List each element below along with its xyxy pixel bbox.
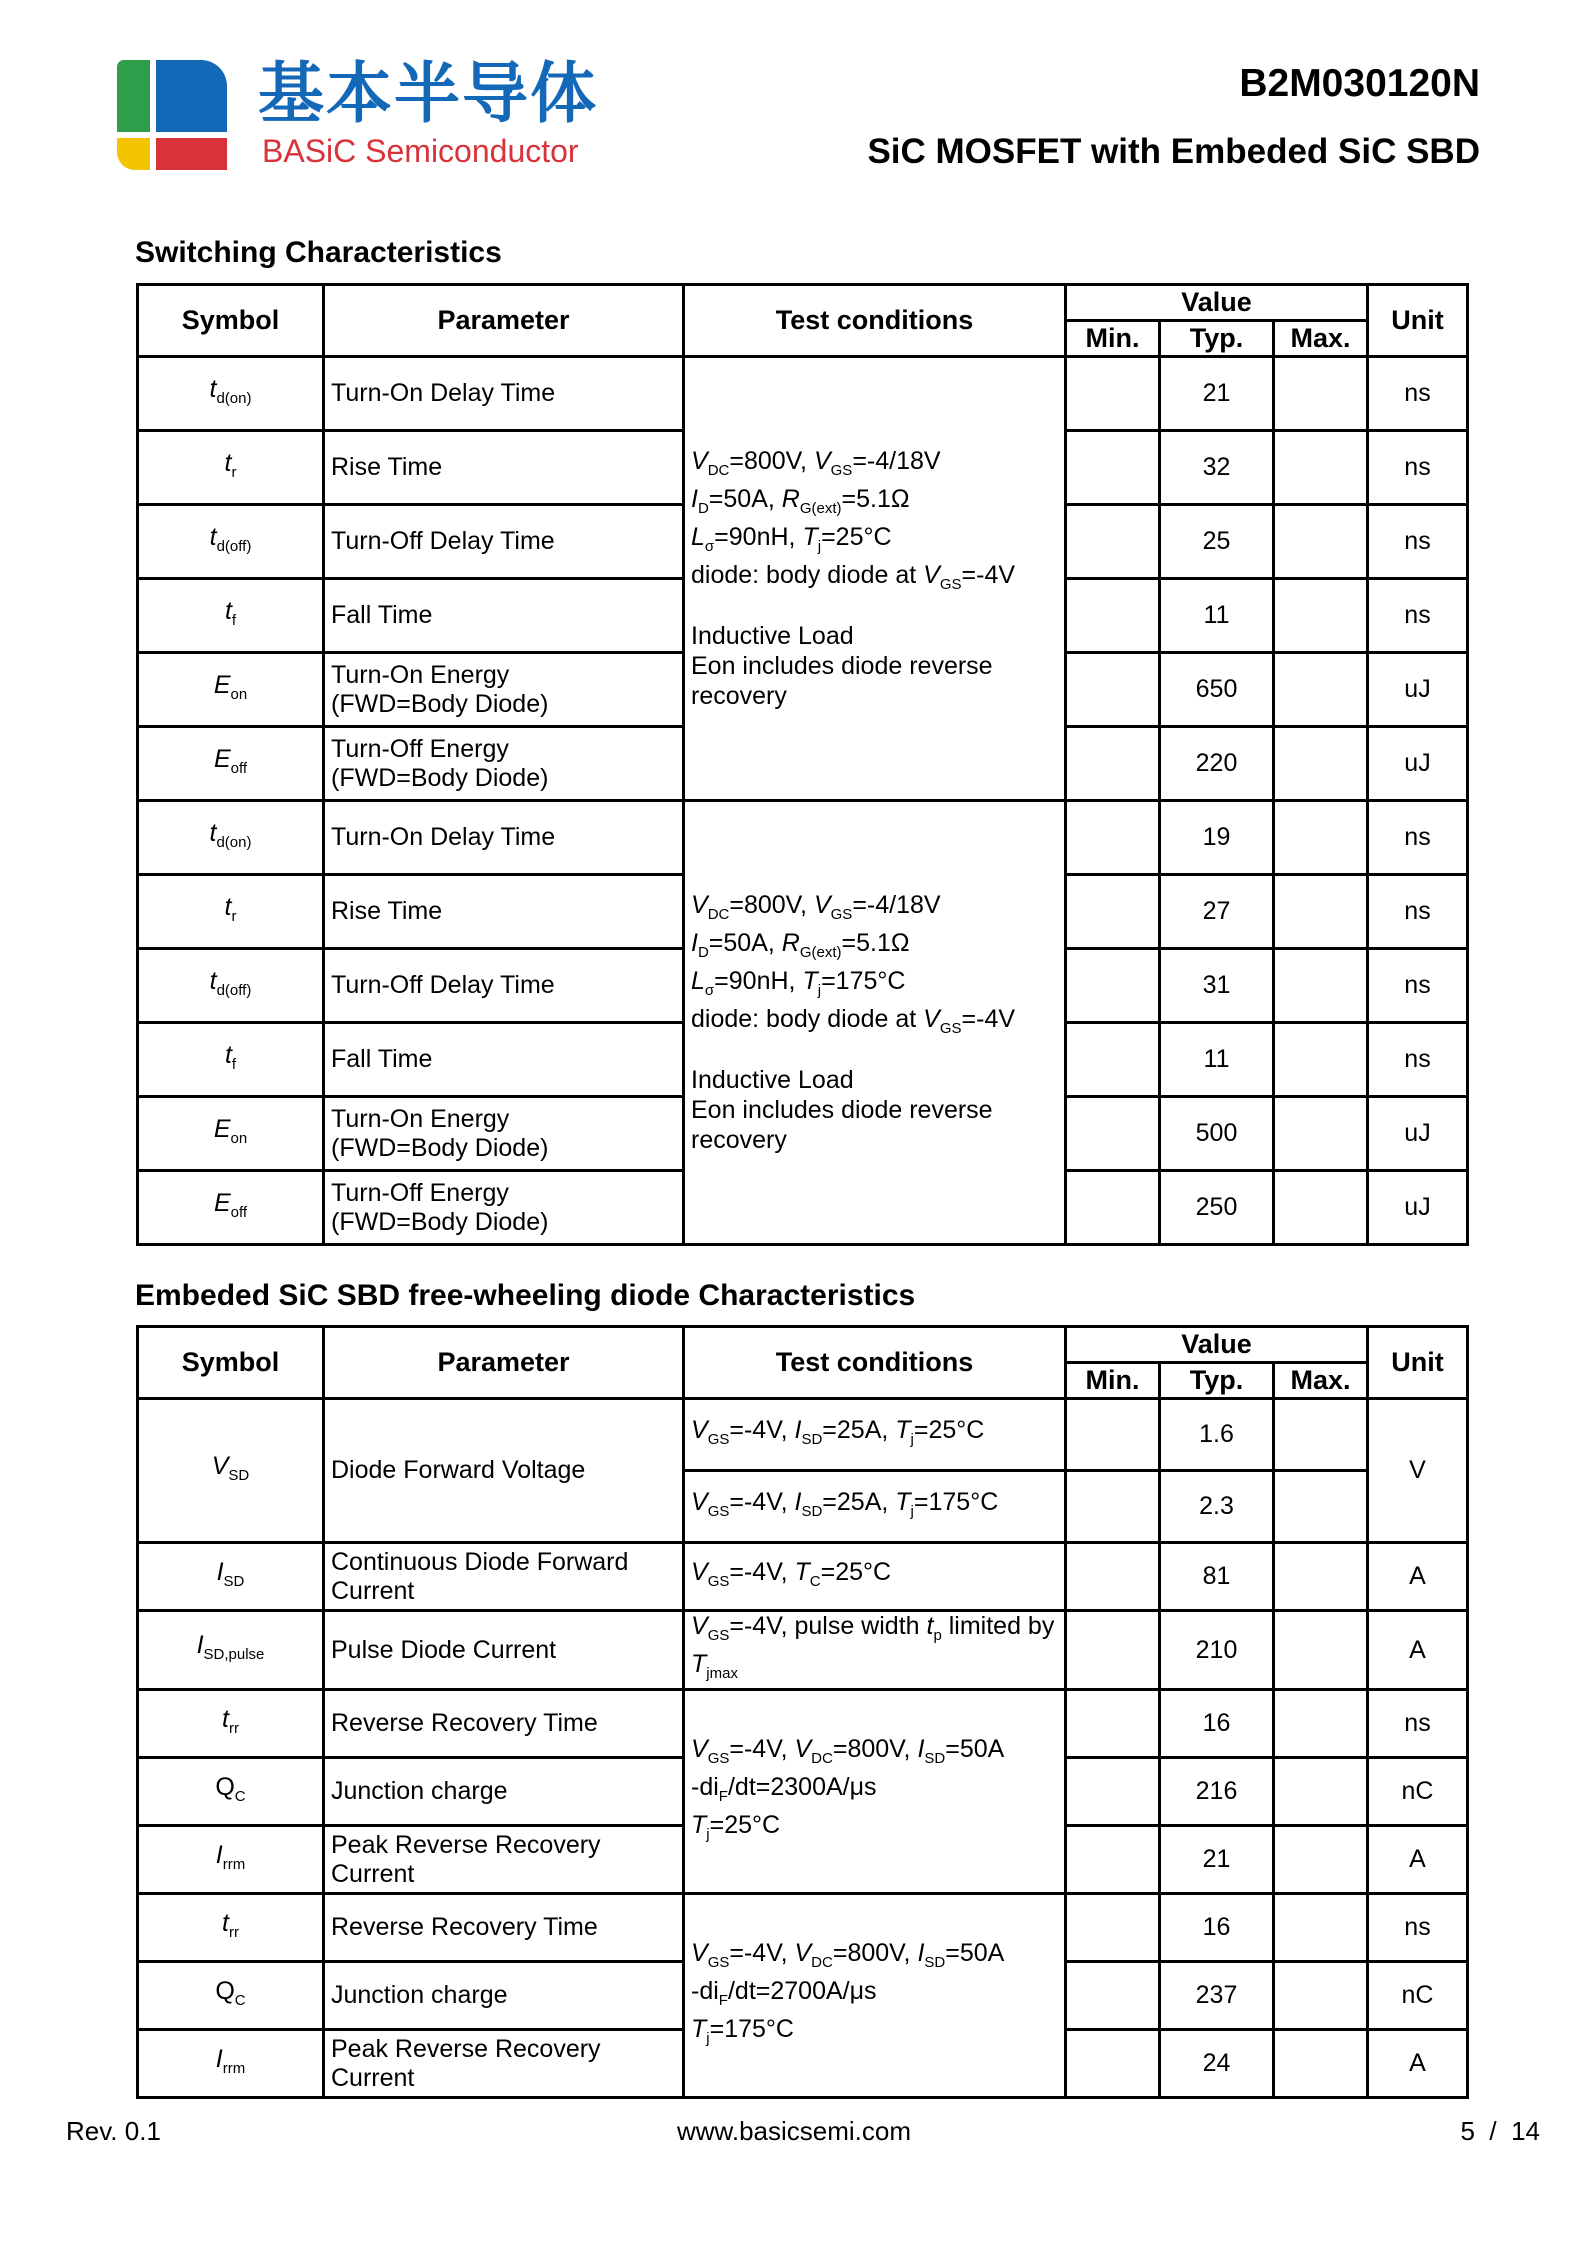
symbol-td-on: $t_{d(on)}$: [138, 801, 324, 875]
cond-isd: =50A: [945, 1938, 1005, 1967]
symbol-td-off: $t_{d(off)}$: [138, 505, 324, 579]
symbol-trr: $t_{rr}$: [138, 1894, 324, 1962]
max-cell: [1274, 579, 1368, 653]
typ-cell: 16: [1160, 1690, 1274, 1758]
symbol-qc: $Q_C$: [138, 1758, 324, 1826]
header-test-conditions: Test conditions: [684, 285, 1066, 357]
max-cell: [1274, 1758, 1368, 1826]
cond-tc: =25°C: [820, 1557, 892, 1586]
brand-name-english: BASiC Semiconductor: [262, 133, 579, 169]
max-cell: [1274, 1399, 1368, 1471]
max-cell: [1274, 801, 1368, 875]
min-cell: [1066, 1023, 1160, 1097]
sbd-table: [136, 1325, 1469, 2099]
page-number: 5 / 14: [1460, 2116, 1540, 2146]
parameter-cell: Rise Time: [324, 875, 684, 949]
cond-vdc: =800V,: [832, 1734, 918, 1763]
min-cell: [1066, 1097, 1160, 1171]
min-cell: [1066, 1171, 1160, 1245]
min-cell: [1066, 505, 1160, 579]
symbol-eoff: $E_{off}$: [138, 727, 324, 801]
min-cell: [1066, 801, 1160, 875]
table-row: [138, 1399, 1468, 1471]
typ-cell: 210: [1160, 1611, 1274, 1690]
max-cell: [1274, 2030, 1368, 2098]
max-cell: [1274, 1097, 1368, 1171]
test-conditions-recovery-25c: $V_{GS}=-4V$, $V_{DC}=800V$, $I_{SD}=50A$ $-di_F/dt=2300A/\mu s$ $T_j=25^\circ C$: [684, 1690, 1066, 1894]
cond-vdc: =800V,: [729, 446, 814, 475]
typ-cell: 237: [1160, 1962, 1274, 2030]
min-cell: [1066, 949, 1160, 1023]
test-conditions-cell: $V_{GS}=-4V$, $T_C=25^\circ C$: [684, 1543, 1066, 1611]
parameter-cell: Turn-Off Energy (FWD=Body Diode): [324, 727, 684, 801]
typ-cell: 250: [1160, 1171, 1274, 1245]
parameter-cell: Reverse Recovery Time: [324, 1894, 684, 1962]
min-cell: [1066, 357, 1160, 431]
document-subtitle: SiC MOSFET with Embeded SiC SBD: [867, 132, 1480, 171]
switching-table: [136, 283, 1469, 1246]
parameter-cell: Rise Time: [324, 431, 684, 505]
symbol-irrm: $I_{rrm}$: [138, 1826, 324, 1894]
unit-cell: ns: [1368, 505, 1468, 579]
website-link[interactable]: www.basicsemi.com: [676, 2116, 912, 2146]
table-row: [138, 357, 1468, 431]
typ-cell: 11: [1160, 1023, 1274, 1097]
cond-vdc: =800V,: [729, 890, 814, 919]
test-conditions-cell: $V_{GS}=-4V$, $I_{SD}=25A$, $T_j=25^\circ C$: [684, 1399, 1066, 1471]
sbd-section-title: Embeded SiC SBD free-wheeling diode Characteristics: [135, 1279, 916, 1312]
cond-vgs: =-4/18V: [852, 446, 941, 475]
min-cell: [1066, 1399, 1160, 1471]
logo-yellow-block: [117, 138, 150, 170]
symbol-vsd: $V_{SD}$: [138, 1399, 324, 1543]
cond-tj: =175°C: [913, 1487, 999, 1516]
unit-cell: V: [1368, 1399, 1468, 1543]
cond-tj: =25°C: [913, 1415, 985, 1444]
symbol-eon: $E_{on}$: [138, 653, 324, 727]
parameter-cell: Fall Time: [324, 1023, 684, 1097]
cond-diode: diode: body diode at: [691, 560, 924, 589]
cond-vgs-off: =-4V: [961, 560, 1016, 589]
cond-vdc: =800V,: [832, 1938, 918, 1967]
table-row: [138, 1894, 1468, 1962]
unit-cell: uJ: [1368, 1097, 1468, 1171]
typ-cell: 25: [1160, 505, 1274, 579]
test-conditions-cell: $V_{GS}=-4V$, pulse width $t_p$ limited by $T_{jmax}$: [684, 1611, 1066, 1690]
logo-green-block: [117, 60, 150, 132]
typ-cell: 31: [1160, 949, 1274, 1023]
typ-cell: 21: [1160, 1826, 1274, 1894]
min-cell: [1066, 1690, 1160, 1758]
company-logo: [117, 60, 227, 170]
parameter-cell: Turn-On Energy (FWD=Body Diode): [324, 1097, 684, 1171]
max-cell: [1274, 505, 1368, 579]
typ-cell: 1.6: [1160, 1399, 1274, 1471]
parameter-cell: Reverse Recovery Time: [324, 1690, 684, 1758]
cond-eon-note: Eon includes diode reverse recovery: [691, 1095, 993, 1154]
symbol-tr: $t_r$: [138, 875, 324, 949]
typ-cell: 220: [1160, 727, 1274, 801]
typ-cell: 16: [1160, 1894, 1274, 1962]
unit-cell: ns: [1368, 579, 1468, 653]
header-min: Min.: [1066, 321, 1160, 357]
header-unit: Unit: [1368, 285, 1468, 357]
symbol-isd: $I_{SD}$: [138, 1543, 324, 1611]
brand-name-chinese: 基本半导体: [258, 55, 598, 132]
unit-cell: A: [1368, 1611, 1468, 1690]
typ-cell: 24: [1160, 2030, 1274, 2098]
header-value: Value: [1066, 285, 1368, 321]
header-symbol: Symbol: [138, 285, 324, 357]
parameter-cell: Turn-On Energy (FWD=Body Diode): [324, 653, 684, 727]
cond-rg: =5.1Ω: [841, 484, 910, 513]
parameter-cell: Turn-Off Delay Time: [324, 949, 684, 1023]
symbol-qc: $Q_C$: [138, 1962, 324, 2030]
header-parameter: Parameter: [324, 1327, 684, 1399]
unit-cell: ns: [1368, 875, 1468, 949]
parameter-cell: Turn-On Delay Time: [324, 357, 684, 431]
header-min: Min.: [1066, 1363, 1160, 1399]
symbol-td-off: $t_{d(off)}$: [138, 949, 324, 1023]
header-unit: Unit: [1368, 1327, 1468, 1399]
parameter-cell: Diode Forward Voltage: [324, 1399, 684, 1543]
typ-cell: 21: [1160, 357, 1274, 431]
cond-isd: =25A,: [822, 1415, 896, 1444]
cond-load: Inductive Load: [691, 621, 854, 650]
symbol-trr: $t_{rr}$: [138, 1690, 324, 1758]
typ-cell: 216: [1160, 1758, 1274, 1826]
test-conditions-175c: $V_{DC}=800V$, $V_{GS}=-4/18V$ $I_D=50A$, $R_{G(ext)}=5.1\Omega$ $L_\sigma=90nH$, $T_j=175^\circ C$ diode: body diode at $V_{GS}=-4V$ Inductive Load Eon includes diode reverse recovery: [684, 801, 1066, 1245]
symbol-td-on: $t_{d(on)}$: [138, 357, 324, 431]
typ-cell: 2.3: [1160, 1471, 1274, 1543]
unit-cell: A: [1368, 1826, 1468, 1894]
min-cell: [1066, 1894, 1160, 1962]
symbol-eoff: $E_{off}$: [138, 1171, 324, 1245]
typ-cell: 650: [1160, 653, 1274, 727]
unit-cell: ns: [1368, 1690, 1468, 1758]
cond-vgs: =-4V,: [729, 1938, 795, 1967]
header-test-conditions: Test conditions: [684, 1327, 1066, 1399]
header-max: Max.: [1274, 1363, 1368, 1399]
table-row: [138, 1543, 1468, 1611]
cond-vgs: =-4V,: [729, 1415, 795, 1444]
test-conditions-recovery-175c: $V_{GS}=-4V$, $V_{DC}=800V$, $I_{SD}=50A$ $-di_F/dt=2700A/\mu s$ $T_j=175^\circ C$: [684, 1894, 1066, 2098]
min-cell: [1066, 875, 1160, 949]
max-cell: [1274, 653, 1368, 727]
cond-diode: diode: body diode at: [691, 1004, 924, 1033]
logo-blue-block: [156, 60, 227, 132]
unit-cell: nC: [1368, 1758, 1468, 1826]
typ-cell: 11: [1160, 579, 1274, 653]
typ-cell: 500: [1160, 1097, 1274, 1171]
logo-red-block: [156, 138, 227, 170]
unit-cell: uJ: [1368, 653, 1468, 727]
min-cell: [1066, 2030, 1160, 2098]
cond-di: /dt=2700A/μs: [727, 1976, 877, 2005]
header-typ: Typ.: [1160, 321, 1274, 357]
test-conditions-25c: $V_{DC}=800V$, $V_{GS}=-4/18V$ $I_D=50A$, $R_{G(ext)}=5.1\Omega$ $L_\sigma=90nH$, $T_j=25^\circ C$ diode: body diode at $V_{GS}=-4V$ Inductive Load Eon includes diode reverse recovery: [684, 357, 1066, 801]
typ-cell: 32: [1160, 431, 1274, 505]
max-cell: [1274, 1894, 1368, 1962]
typ-cell: 27: [1160, 875, 1274, 949]
parameter-cell: Turn-On Delay Time: [324, 801, 684, 875]
header-parameter: Parameter: [324, 285, 684, 357]
max-cell: [1274, 1543, 1368, 1611]
max-cell: [1274, 949, 1368, 1023]
cond-id: =50A,: [708, 928, 782, 957]
unit-cell: uJ: [1368, 1171, 1468, 1245]
cond-di: /dt=2300A/μs: [727, 1772, 877, 1801]
part-number: B2M030120N: [1239, 62, 1480, 105]
max-cell: [1274, 1690, 1368, 1758]
cond-tj: =25°C: [709, 1810, 781, 1839]
cond-tj: =25°C: [821, 522, 892, 551]
switching-section-title: Switching Characteristics: [135, 236, 502, 269]
unit-cell: ns: [1368, 801, 1468, 875]
parameter-cell: Junction charge: [324, 1758, 684, 1826]
cond-limit: limited by: [941, 1612, 1055, 1640]
unit-cell: uJ: [1368, 727, 1468, 801]
cond-tj: =175°C: [709, 2014, 794, 2043]
min-cell: [1066, 1826, 1160, 1894]
unit-cell: ns: [1368, 431, 1468, 505]
cond-vgs-off: =-4V: [961, 1004, 1016, 1033]
typ-cell: 19: [1160, 801, 1274, 875]
table-row: [138, 801, 1468, 875]
min-cell: [1066, 653, 1160, 727]
cond-ls: =90nH,: [714, 966, 803, 995]
max-cell: [1274, 431, 1368, 505]
cond-tj: =175°C: [821, 966, 906, 995]
min-cell: [1066, 1543, 1160, 1611]
cond-isd: =50A: [945, 1734, 1005, 1763]
unit-cell: ns: [1368, 949, 1468, 1023]
cond-id: =50A,: [708, 484, 782, 513]
min-cell: [1066, 579, 1160, 653]
min-cell: [1066, 1471, 1160, 1543]
max-cell: [1274, 357, 1368, 431]
symbol-irrm: $I_{rrm}$: [138, 2030, 324, 2098]
min-cell: [1066, 727, 1160, 801]
unit-cell: ns: [1368, 1894, 1468, 1962]
cond-vgs: =-4V, pulse width: [729, 1612, 927, 1640]
min-cell: [1066, 1962, 1160, 2030]
max-cell: [1274, 1826, 1368, 1894]
symbol-isd-pulse: $I_{SD,pulse}$: [138, 1611, 324, 1690]
symbol-tr: $t_r$: [138, 431, 324, 505]
cond-vgs: =-4/18V: [852, 890, 941, 919]
max-cell: [1274, 1962, 1368, 2030]
revision-label: Rev. 0.1: [66, 2116, 161, 2146]
unit-cell: A: [1368, 2030, 1468, 2098]
parameter-cell: Junction charge: [324, 1962, 684, 2030]
cond-rg: =5.1Ω: [841, 928, 910, 957]
unit-cell: A: [1368, 1543, 1468, 1611]
unit-cell: ns: [1368, 357, 1468, 431]
cond-vgs: =-4V,: [729, 1734, 795, 1763]
max-cell: [1274, 727, 1368, 801]
parameter-cell: Turn-Off Energy (FWD=Body Diode): [324, 1171, 684, 1245]
cond-vgs: =-4V,: [729, 1557, 795, 1586]
header-typ: Typ.: [1160, 1363, 1274, 1399]
symbol-tf: $t_f$: [138, 1023, 324, 1097]
cond-eon-note: Eon includes diode reverse recovery: [691, 651, 993, 710]
symbol-tf: $t_f$: [138, 579, 324, 653]
parameter-cell: Continuous Diode Forward Current: [324, 1543, 684, 1611]
parameter-cell: Fall Time: [324, 579, 684, 653]
min-cell: [1066, 1611, 1160, 1690]
min-cell: [1066, 431, 1160, 505]
parameter-cell: Turn-Off Delay Time: [324, 505, 684, 579]
header-value: Value: [1066, 1327, 1368, 1363]
cond-isd: =25A,: [822, 1487, 896, 1516]
header-max: Max.: [1274, 321, 1368, 357]
table-row: [138, 1611, 1468, 1690]
max-cell: [1274, 1171, 1368, 1245]
parameter-cell: Peak Reverse Recovery Current: [324, 2030, 684, 2098]
cond-vgs: =-4V,: [729, 1487, 795, 1516]
max-cell: [1274, 1023, 1368, 1097]
typ-cell: 81: [1160, 1543, 1274, 1611]
header-symbol: Symbol: [138, 1327, 324, 1399]
unit-cell: nC: [1368, 1962, 1468, 2030]
symbol-eon: $E_{on}$: [138, 1097, 324, 1171]
test-conditions-cell: $V_{GS}=-4V$, $I_{SD}=25A$, $T_j=175^\circ C$: [684, 1471, 1066, 1543]
table-row: [138, 1690, 1468, 1758]
max-cell: [1274, 1471, 1368, 1543]
cond-ls: =90nH,: [714, 522, 803, 551]
max-cell: [1274, 1611, 1368, 1690]
min-cell: [1066, 1758, 1160, 1826]
parameter-cell: Pulse Diode Current: [324, 1611, 684, 1690]
parameter-cell: Peak Reverse Recovery Current: [324, 1826, 684, 1894]
cond-load: Inductive Load: [691, 1065, 854, 1094]
max-cell: [1274, 875, 1368, 949]
unit-cell: ns: [1368, 1023, 1468, 1097]
